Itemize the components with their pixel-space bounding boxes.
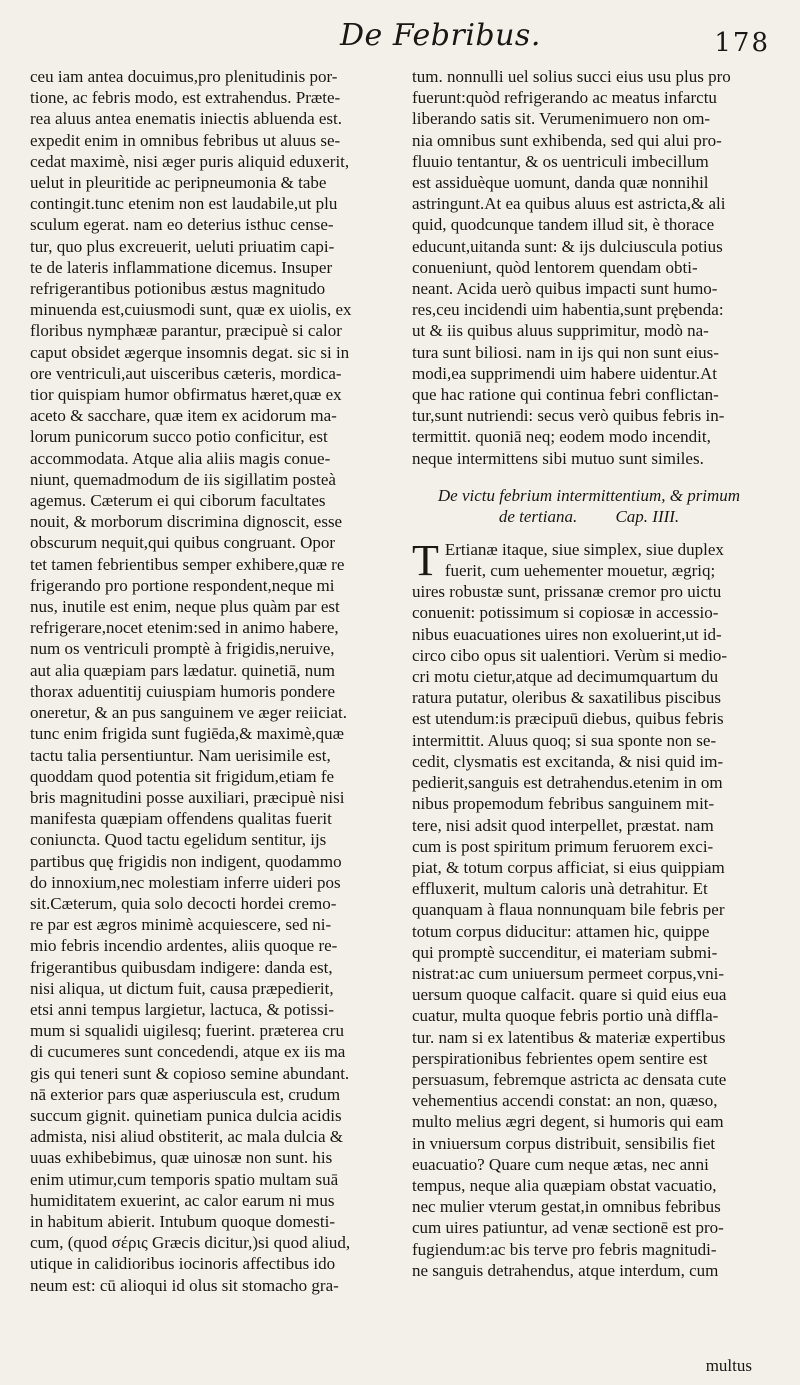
- text-line: effluxerit, multum caloris unà detrahitur. Et: [412, 879, 708, 899]
- text-line: obscurum nequit,qui quibus congruant. Opor: [30, 533, 336, 553]
- text-line: ratura putatur, oleribus & saxatilibus piscibus: [412, 688, 722, 708]
- chapter-heading-line2: de tertiana.: [498, 506, 578, 526]
- text-line: nistrat:ac cum uniuersum permeet corpus,vni-: [412, 963, 725, 983]
- text-line: floribus nymphææ parantur, præcipuè si calor: [30, 321, 342, 341]
- text-line: tactu talia persentiuntur. Nam uerisimile est,: [30, 745, 331, 765]
- text-line: lorum punicorum succo potio conficitur, est: [30, 427, 328, 447]
- text-line: tura sunt biliosi. nam in ijs qui non sunt eius-: [412, 342, 719, 362]
- text-line: cuatur, multa quoque febris portio unà diffla-: [412, 1006, 719, 1026]
- text-line: mum si squalidi uigilesq; fuerint. præterea cru: [30, 1021, 344, 1041]
- text-line: fluuio tentantur, & os uentriculi imbecillum: [412, 151, 709, 171]
- text-line: circo cibo opus sit ualentiori. Verùm si medio-: [412, 645, 728, 665]
- text-line: refrigerantibus potionibus æstus magnitudo: [30, 279, 326, 299]
- text-line: multo melius ægri degent, si humoris qui eam: [412, 1112, 724, 1132]
- text-line: utique in calidioribus iocinoris affectibus ido: [30, 1254, 336, 1274]
- text-line: rea aluus antea enematis iniectis abluenda est.: [30, 109, 343, 129]
- text-line: admista, nisi aliud obstiterit, ac mala dulcia &: [30, 1127, 344, 1147]
- text-line: caput obsidet ægerque insomnis degat. sic si in: [30, 342, 350, 362]
- text-line: tet tamen febrientibus semper exhibere,quæ re: [30, 554, 345, 574]
- text-line: astringunt.At ea quibus aluus est astricta,& ali: [412, 194, 726, 214]
- text-line: fugiendum:ac bis terve pro febris magnitudi-: [412, 1239, 717, 1259]
- text-line: uires robustæ sunt, prissanæ cremor pro uictu: [412, 582, 722, 602]
- text-line: uersum quoque calfacit. quare si quid eius eua: [412, 985, 727, 1005]
- text-line: do innoxium,nec molestiam inferre uideri pos: [30, 872, 341, 892]
- text-line: agemus. Cæterum ei qui ciborum facultates: [30, 491, 326, 511]
- text-line: ut & iis quibus aluus supprimitur, modò na-: [412, 321, 709, 341]
- text-line: cedat maximè, nisi æger puris aliquid eduxerit,: [30, 151, 350, 171]
- text-line: oneretur, & an pus sanguinem ve æger reiiciat.: [30, 703, 348, 723]
- text-line: conueniunt, quòd lentorem quendam obti-: [412, 257, 698, 277]
- text-line: cum, (quod σέρις Græcis dicitur,)si quod aliud,: [30, 1233, 351, 1253]
- text-line: tempus, neque alia quæpiam obstat vacuatio,: [412, 1175, 717, 1195]
- text-line: aceto & sacchare, quæ item ex acidorum ma-: [30, 406, 337, 426]
- text-line: succum gignit. quinetiam punica dulcia acidis: [30, 1105, 342, 1125]
- text-line: termittit. quoniā neq; eodem modo incendit,: [412, 427, 711, 447]
- text-line: res,ceu incidendi uim habentia,sunt prębenda:: [412, 300, 724, 320]
- text-line: aut alia quæpiam pars lædatur. quinetiā, num: [30, 660, 335, 680]
- text-line: nus, inutile est enim, neque plus quàm par est: [30, 597, 340, 617]
- text-line: perspirationibus febrientes opem sentire est: [412, 1048, 708, 1068]
- text-line: educunt,uitanda sunt: & ijs dulciuscula potius: [412, 236, 723, 256]
- text-line: frigerando pro portione respondent,neque mi: [30, 575, 335, 595]
- text-line: tur. nam si ex latentibus & materiæ expertibus: [412, 1027, 726, 1047]
- text-line: pedierit,sanguis est detrahendus.etenim in om: [412, 773, 723, 793]
- text-line: ne sanguis detrahendus, atque interdum, cum: [412, 1260, 719, 1280]
- text-line: euacuatio? Quare cum neque ætas, nec anni: [412, 1154, 709, 1174]
- text-line: intermittit. Aluus quoq; si sua sponte non se-: [412, 730, 717, 750]
- text-line: manifesta quæpiam offendens qualitas fuerit: [30, 809, 332, 829]
- text-line: tior quispiam humor obfirmatus hæret,quæ ex: [30, 385, 342, 405]
- text-line: totum corpus diducitur: attamen hic, quippe: [412, 921, 710, 941]
- text-line: coniuncta. Quod tactu egelidum sentitur, ijs: [30, 830, 327, 850]
- text-line: tur,sunt nutriendi: secus verò quibus febris in-: [412, 406, 725, 426]
- text-line: est utendum:is præcipuū diebus, quibus febris: [412, 709, 724, 729]
- text-line: modi,ea supprimendi uim habere uidentur.At: [412, 363, 717, 383]
- text-line: refrigerare,nocet etenim:sed in animo habere,: [30, 618, 339, 638]
- drop-capital: T: [412, 535, 439, 585]
- text-line: contingit.tunc etenim non est laudabile,ut plu: [30, 194, 338, 214]
- text-line: di cucumeres sunt concedendi, atque ex iis ma: [30, 1042, 346, 1062]
- chapter-first-line: Ertianæ itaque, siue simplex, siue duplex: [444, 539, 724, 559]
- catchword: multus: [705, 1356, 752, 1375]
- chapter-heading-line1: De victu febrium intermittentium, & primum: [437, 485, 741, 505]
- text-line: etsi anni tempus largietur, lactuca, & potissi-: [30, 999, 334, 1019]
- text-line: quoddam quod potentia sit frigidum,etiam fe: [30, 766, 335, 786]
- text-line: uelut in pleuritide ac peripneumonia & tabe: [30, 173, 327, 193]
- text-line: piat, & totum corpus afficiat, si eius quippiam: [412, 857, 725, 877]
- text-line: nibus euacuationes uires non exoluerint,ut id-: [412, 624, 722, 644]
- text-line: que hac ratione qui continua febri conflictan-: [412, 385, 719, 405]
- text-line: frigerantibus quibusdam indigere: danda est,: [30, 957, 333, 977]
- text-line: liberando satis sit. Verumenimuero non om-: [412, 109, 711, 129]
- text-line: tur, quo plus excreuerit, ueluti priuatim capi-: [30, 236, 335, 256]
- text-line: thorax aduentitij cuiuspiam humoris pondere: [30, 681, 335, 701]
- chapter-heading: [412, 485, 766, 527]
- text-line: neque intermittens sibi mutuo sunt similes.: [412, 448, 704, 468]
- text-line: nā exterior pars quæ asperiuscula est, crudum: [30, 1084, 341, 1104]
- text-line: bris magnitudini posse auxiliari, præcipuè nisi: [30, 787, 345, 807]
- chapter-body: [412, 535, 766, 1281]
- text-line: nisi aliqua, ut dictum fuit, causa præpedierit,: [30, 978, 334, 998]
- text-line: num os ventriculi promptè à frigidis,neruive,: [30, 639, 335, 659]
- text-line: persuasum, febremque astricta ac densata cute: [412, 1069, 727, 1089]
- text-line: humiditatem exuerint, ac calor earum ni mus: [30, 1190, 335, 1210]
- text-line: est assiduèque uomunt, danda quæ nonnihil: [412, 173, 709, 193]
- text-line: enim utimur,cum temporis spatio multam suā: [30, 1169, 339, 1189]
- text-line: tunc enim frigida sunt fugiēda,& maximè,quæ: [30, 724, 344, 744]
- right-column-top-text: [412, 66, 766, 469]
- text-line: ore ventriculi,aut uisceribus cæteris, mordica-: [30, 363, 342, 383]
- text-line: gis qui teneri sunt & copioso semine abundant.: [30, 1063, 350, 1083]
- text-line: tione, ac febris modo, est extrahendus. Præte-: [30, 88, 341, 108]
- text-line: sit.Cæterum, quia solo decocti hordei cremo-: [30, 893, 337, 913]
- text-line: quid, quodcunque tandem illud sit, è thorace: [412, 215, 715, 235]
- text-line: ceu iam antea docuimus,pro plenitudinis por-: [30, 67, 338, 86]
- text-line: fuerunt:quòd refrigerando ac meatus infarctu: [412, 88, 717, 108]
- left-column: [30, 66, 398, 1296]
- text-line: cri motu cietur,atque ad decimumquartum du: [412, 667, 719, 687]
- text-line: mio febris incendio ardentes, aliis quoque re-: [30, 936, 338, 956]
- right-column: [412, 66, 766, 1281]
- text-line: cum is post spiritum primum feruorem exci-: [412, 836, 714, 856]
- text-line: in vniuersum corpus distribuit, sensibilis fiet: [412, 1133, 716, 1153]
- text-line: cum uires patiuntur, ad venæ sectionē est pro-: [412, 1218, 724, 1238]
- page-number: 178: [714, 28, 770, 58]
- text-line: niunt, quemadmodum de iis sigillatim posteà: [30, 469, 336, 489]
- chapter-number: Cap. IIII.: [615, 506, 680, 526]
- text-line: sculum egerat. nam eo deterius isthuc cense-: [30, 215, 334, 235]
- text-line: in habitum abierit. Intubum quoque domesti-: [30, 1211, 336, 1231]
- text-line: tum. nonnulli uel solius succi eius usu plus pro: [412, 67, 731, 86]
- text-line: uuas exhibebimus, quæ uinosæ non sunt. his: [30, 1148, 333, 1168]
- text-line: re par est ægros minimè acquiescere, sed ni-: [30, 915, 332, 935]
- text-line: nia omnibus sunt exhibenda, sed qui alui pro-: [412, 130, 722, 150]
- text-line: nec mulier vterum gestat,in omnibus febribus: [412, 1197, 721, 1217]
- chapter-body-lines: [412, 581, 766, 1281]
- chapter-second-line: fuerit, cum uehementer mouetur, ægriq;: [444, 561, 716, 581]
- text-line: accommodata. Atque alia aliis magis conue-: [30, 448, 331, 468]
- text-line: tere, nisi adsit quod interpellet, præstat. nam: [412, 815, 714, 835]
- text-line: quanquam à flaua nonnunquam bile febris per: [412, 900, 725, 920]
- text-line: qui promptè succenditur, ei materiam submi-: [412, 942, 718, 962]
- text-line: neum est: cū alioqui id olus sit stomacho gra-: [30, 1275, 339, 1295]
- text-line: cedit, clysmatis est excitanda, & nisi quid im-: [412, 751, 724, 771]
- text-line: nouit, & morborum discrimina dignoscit, esse: [30, 512, 343, 532]
- text-line: expedit enim in omnibus febribus ut aluus se-: [30, 130, 341, 150]
- text-line: conuenit: potissimum si copiosæ in accessio-: [412, 603, 719, 623]
- text-line: vehementius accendi constat: an non, quæso,: [412, 1091, 718, 1111]
- text-line: nibus propemodum febribus sanguinem mit-: [412, 794, 715, 814]
- text-line: te de lateris inflammatione dicemus. Insuper: [30, 257, 333, 277]
- text-line: partibus quę frigidis non indigent, quodammo: [30, 851, 342, 871]
- text-line: neant. Acida uerò quibus impacti sunt humo-: [412, 279, 718, 299]
- text-line: minuenda est,cuiusmodi sunt, quæ ex uiolis, ex: [30, 300, 352, 320]
- running-title: De Febribus.: [340, 18, 541, 53]
